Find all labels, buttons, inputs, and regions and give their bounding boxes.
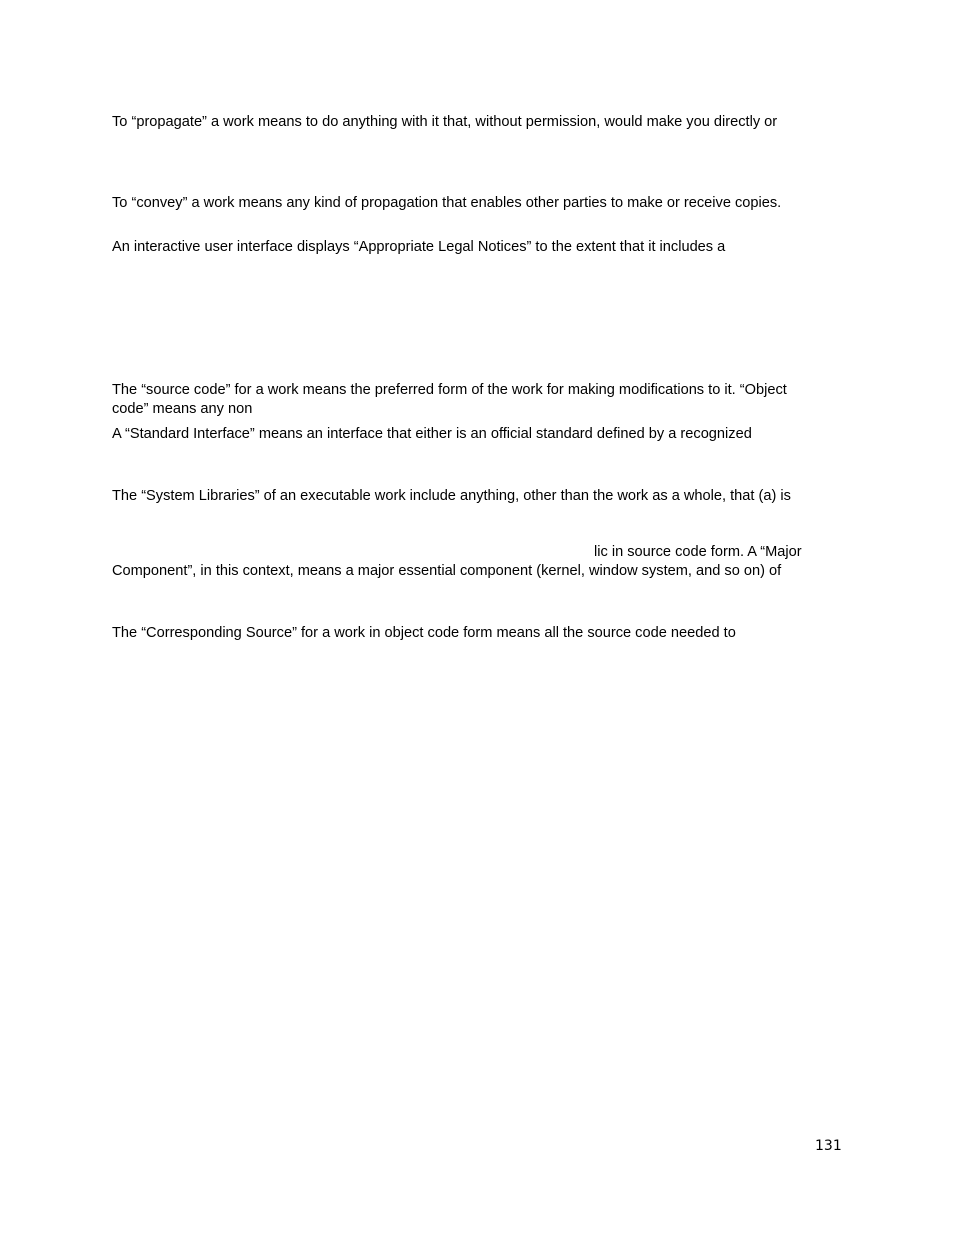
major-component-fragment: lic in source code form. A “Major (594, 544, 802, 560)
source-code-definition-line-1: The “source code” for a work means the preferred form of the work for making modifications to it. “Object (112, 382, 787, 398)
convey-definition: To “convey” a work means any kind of propagation that enables other parties to make or receive copies. (112, 195, 782, 211)
system-libraries-definition: The “System Libraries” of an executable work include anything, other than the work as a whole, that (a) is (112, 488, 791, 504)
legal-notices-definition: An interactive user interface displays “Appropriate Legal Notices” to the extent that it includes a (112, 239, 726, 255)
source-code-definition-line-2: code” means any non (112, 401, 253, 417)
propagate-definition: To “propagate” a work means to do anything with it that, without permission, would make you directly or (112, 114, 778, 130)
standard-interface-definition: A “Standard Interface” means an interface that either is an official standard defined by a recognized (112, 426, 752, 442)
corresponding-source-definition: The “Corresponding Source” for a work in object code form means all the source code needed to (112, 625, 736, 641)
major-component-definition: Component”, in this context, means a major essential component (kernel, window system, and so on) of (112, 563, 782, 579)
page-number: 131 (815, 1138, 842, 1154)
